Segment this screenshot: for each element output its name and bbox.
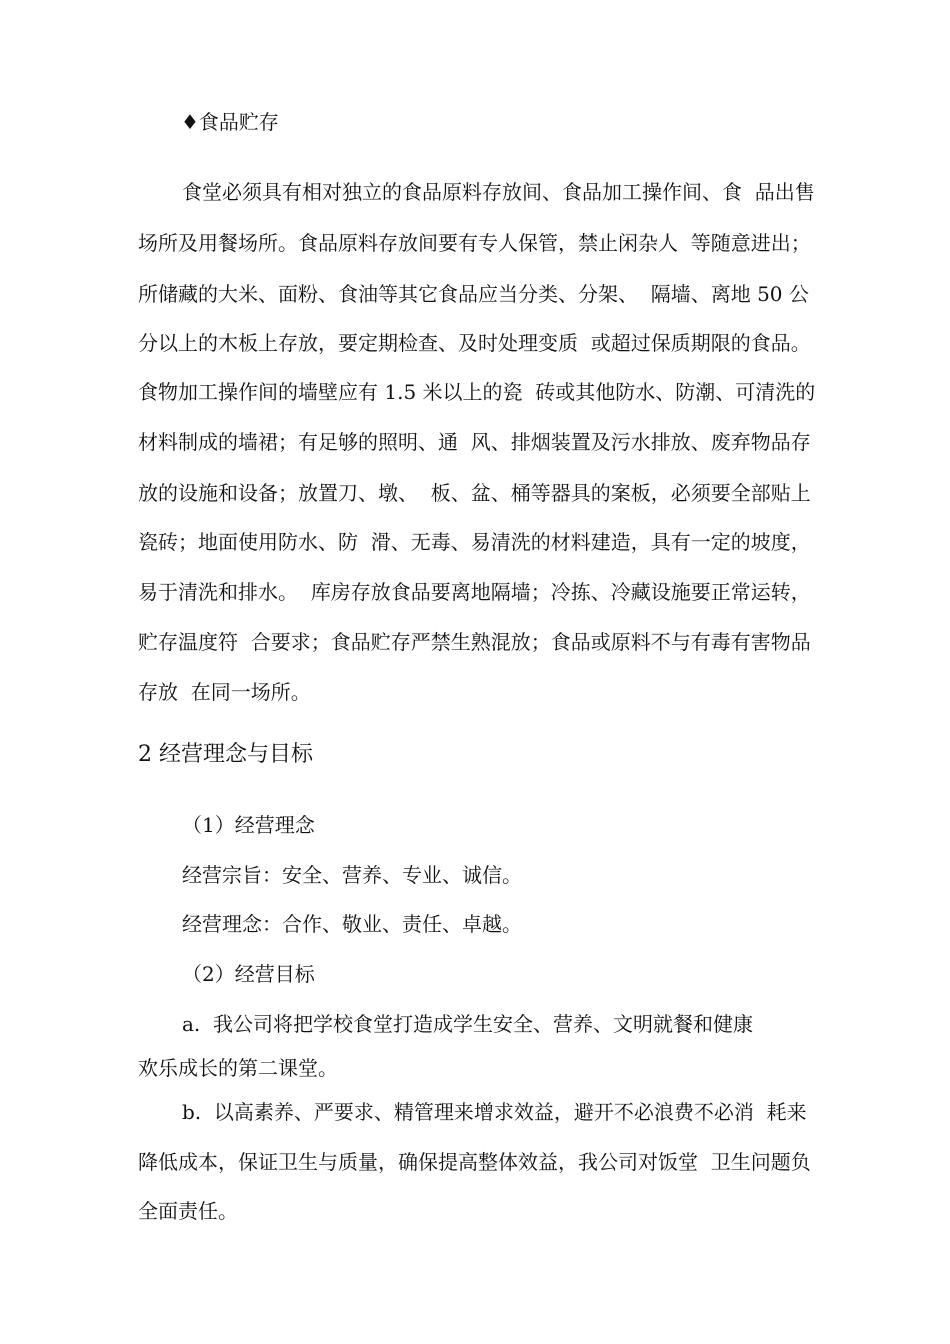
paragraph-line: 所储藏的大米、面粉、食油等其它食品应当分类、分架、 隔墙、离地 50 公 <box>138 282 809 306</box>
paragraph-line: 贮存温度符 合要求；食品贮存严禁生熟混放；食品或原料不与有毒有害物品 <box>138 630 811 654</box>
paragraph-line: 食物加工操作间的墙壁应有 1.5 米以上的瓷 砖或其他防水、防潮、可清洗的 <box>138 380 816 404</box>
goal-line: 全面责任。 <box>138 1199 238 1223</box>
section-title-food-storage: ♦食品贮存 <box>181 110 279 134</box>
paragraph-line: 易于清洗和排水。 库房存放食品要离地隔墙；冷拣、冷藏设施要正常运转， <box>138 580 811 604</box>
paragraph-line: 放的设施和设备；放置刀、墩、 板、盆、桶等器具的案板，必须要全部贴上 <box>138 481 811 505</box>
goal-line: a. 我公司将把学校食堂打造成学生安全、营养、文明就餐和健康 <box>182 1012 753 1036</box>
business-philosophy: 经营理念：合作、敬业、责任、卓越。 <box>182 912 522 936</box>
goal-line: b. 以高素养、严要求、精管理来增求效益，避开不必浪费不必消 耗来 <box>182 1100 807 1124</box>
paragraph-line: 场所及用餐场所。食品原料存放间要有专人保管，禁止闲杂人 等随意进出； <box>138 231 811 255</box>
goal-line: 降低成本，保证卫生与质量，确保提高整体效益，我公司对饭堂 卫生问题负 <box>138 1150 811 1174</box>
subsection-title-philosophy: （1）经营理念 <box>182 813 315 837</box>
goal-line: 欢乐成长的第二课堂。 <box>138 1056 338 1080</box>
paragraph-line: 存放 在同一场所。 <box>138 680 311 704</box>
paragraph-line: 材料制成的墙裙；有足够的照明、通 风、排烟装置及污水排放、废弃物品存 <box>138 430 811 454</box>
business-purpose: 经营宗旨：安全、营养、专业、诚信。 <box>182 863 522 887</box>
section-heading-2: 2 经营理念与目标 <box>138 742 313 767</box>
paragraph-line: 瓷砖；地面使用防水、防 滑、无毒、易清洗的材料建造，具有一定的坡度， <box>138 530 811 554</box>
paragraph-line: 食堂必须具有相对独立的食品原料存放间、食品加工操作间、食 品出售 <box>182 180 815 204</box>
paragraph-line: 分以上的木板上存放，要定期检查、及时处理变质 或超过保质期限的食品。 <box>138 331 811 355</box>
subsection-title-goals: （2）经营目标 <box>182 962 315 986</box>
